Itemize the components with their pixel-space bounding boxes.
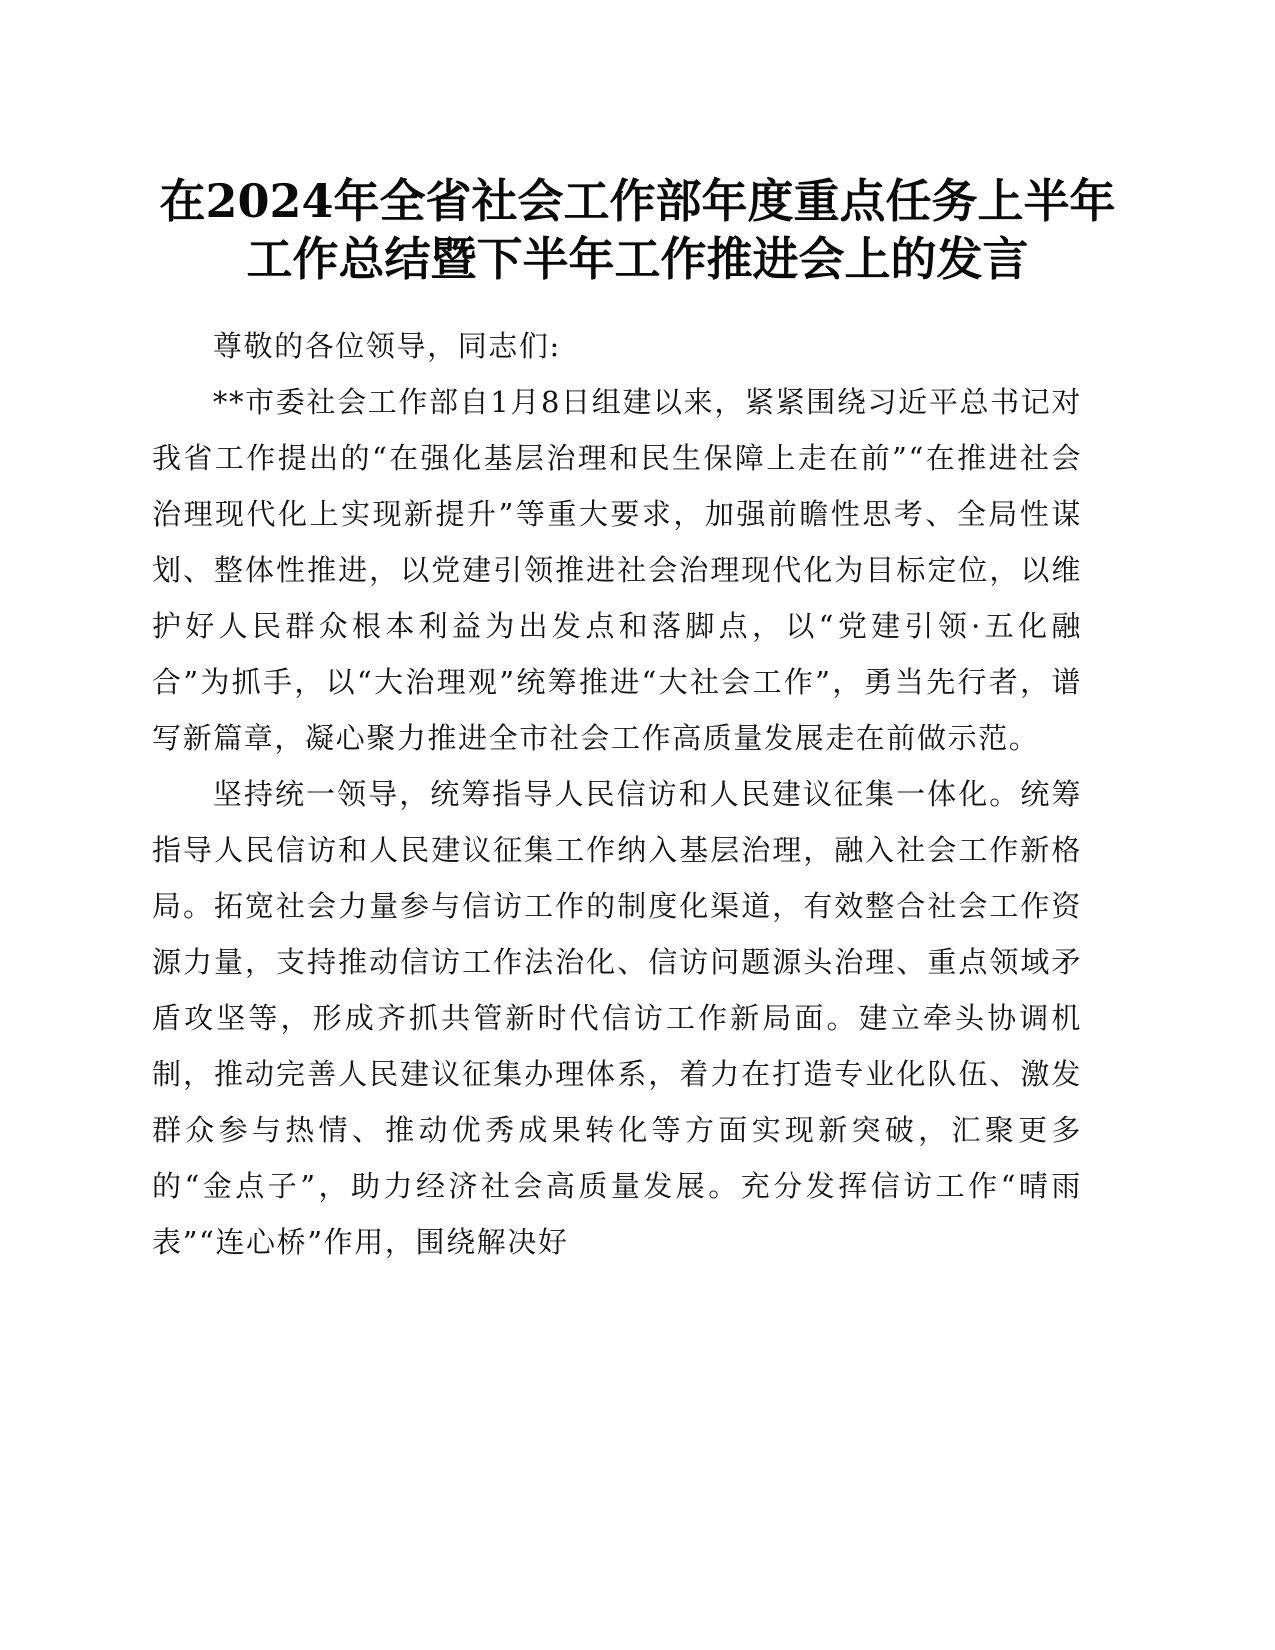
title-line-1: 在2024年全省社会工作部年度重点任务上半年 (159, 174, 1116, 228)
salutation: 尊敬的各位领导，同志们: (212, 329, 561, 363)
document-body (152, 318, 1082, 1270)
paragraph-1: **市委社会工作部自1月8日组建以来，紧紧围绕习近平总书记对我省工作提出的“在强化基层治理和民生保障上走在前”“在推进社会治理现代化上实现新提升”等重大要求，加强前瞻性思考、全局性谋划、整体性推进，以党建引领推进社会治理现代化为目标定位，以维护好人民群众根本利益为出发点和落脚点，以“党建引领·五化融合”为抓手，以“大治理观”统筹推进“大社会工作”，勇当先行者，谱写新篇章，凝心聚力推进全市社会工作高质量发展走在前做示范。 (152, 385, 1082, 755)
title-line-2: 工作总结暨下半年工作推进会上的发言 (246, 232, 1029, 286)
document-title (130, 172, 1145, 288)
paragraph-2: 坚持统一领导，统筹指导人民信访和人民建议征集一体化。统筹指导人民信访和人民建议征集工作纳入基层治理，融入社会工作新格局。拓宽社会力量参与信访工作的制度化渠道，有效整合社会工作资源力量，支持推动信访工作法治化、信访问题源头治理、重点领域矛盾攻坚等，形成齐抓共管新时代信访工作新局面。建立牵头协调机制，推动完善人民建议征集办理体系，着力在打造专业化队伍、激发群众参与热情、推动优秀成果转化等方面实现新突破，汇聚更多的“金点子”，助力经济社会高质量发展。充分发挥信访工作“晴雨表”“连心桥”作用，围绕解决好 (152, 777, 1082, 1259)
